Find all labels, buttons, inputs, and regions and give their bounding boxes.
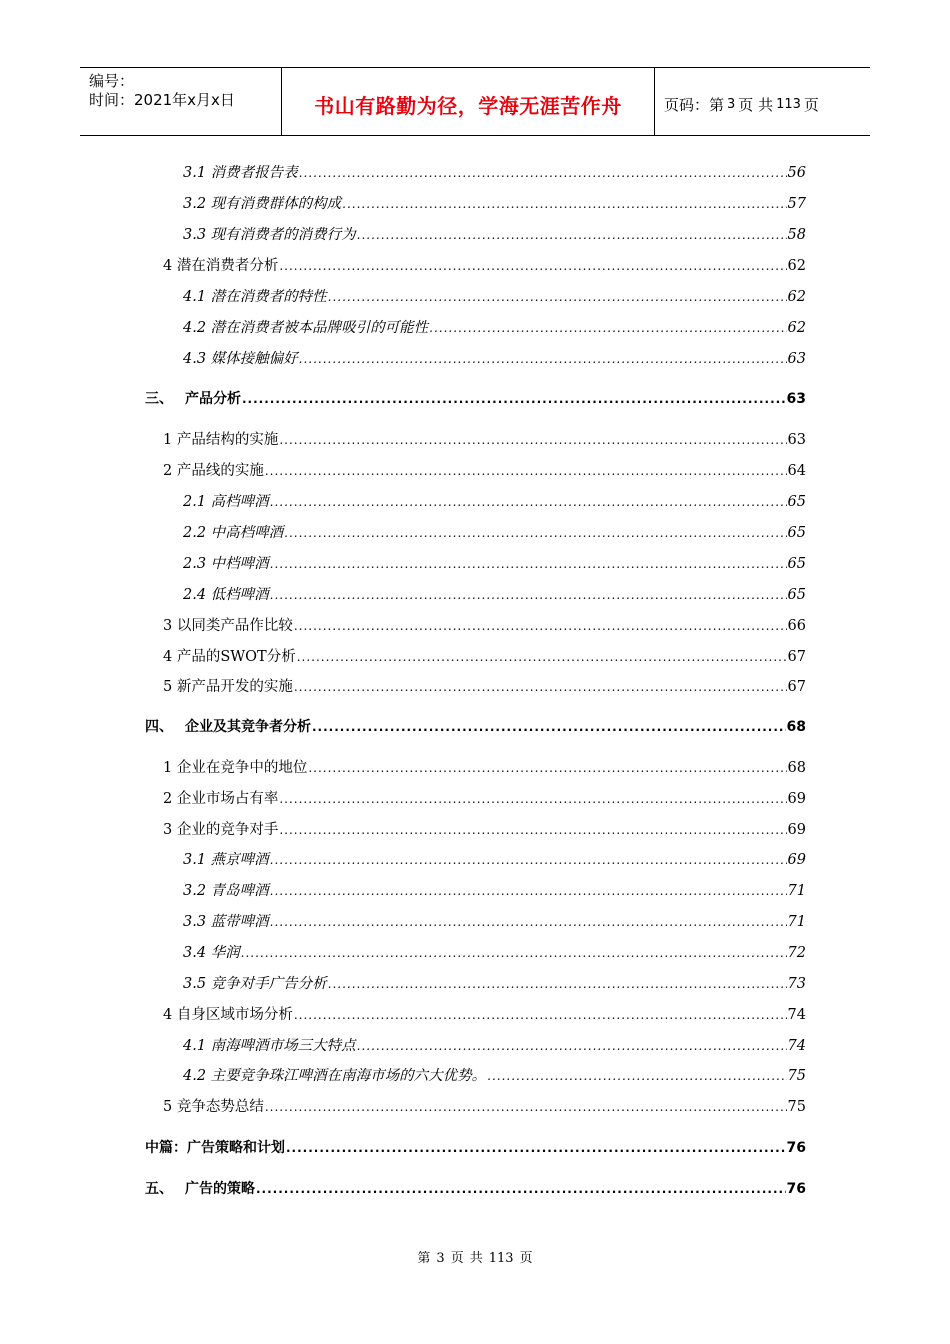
- footer-mid2: 共: [469, 1251, 483, 1266]
- toc-entry-title: [183, 943, 240, 963]
- toc-entry[interactable]: [145, 717, 806, 737]
- toc-entry-page: 65: [787, 587, 806, 603]
- toc-entry-page: 62: [787, 258, 806, 274]
- toc-entry-page: 68: [787, 760, 806, 776]
- toc-entry-title: [163, 430, 278, 450]
- toc-leader-dots: [270, 585, 787, 605]
- toc-leader-dots: [294, 677, 787, 697]
- document-time-label: 时间：2021年x月x日: [89, 91, 235, 109]
- toc-entry-title: [183, 163, 298, 183]
- toc-entry-title: [163, 677, 293, 697]
- toc-entry[interactable]: [183, 881, 806, 901]
- toc-entry-text: 2.1 高档啤酒: [183, 494, 269, 510]
- toc-entry-page: 65: [787, 494, 806, 510]
- toc-entry[interactable]: [183, 850, 806, 870]
- toc-entry[interactable]: [183, 163, 806, 183]
- toc-leader-dots: [487, 1066, 786, 1086]
- toc-entry-text: 3 以同类产品作比较: [163, 618, 293, 634]
- toc-entry-page: 63: [786, 391, 806, 407]
- toc-leader-dots: [294, 1005, 787, 1025]
- toc-leader-dots: [256, 1179, 786, 1199]
- toc-leader-dots: [242, 389, 786, 409]
- toc-entry-title: [145, 389, 241, 409]
- footer-mid1: 页: [450, 1251, 464, 1266]
- toc-entry-text: 4.2 主要竞争珠江啤酒在南海市场的六大优势。: [183, 1068, 487, 1084]
- toc-entry-title: [163, 789, 278, 809]
- toc-leader-dots: [299, 349, 787, 369]
- toc-entry-title: [183, 349, 298, 369]
- toc-leader-dots: [297, 647, 787, 667]
- toc-entry-text: 产品分析: [185, 391, 241, 407]
- toc-entry-text: 4 潜在消费者分析: [163, 258, 279, 274]
- toc-entry-title: [183, 318, 428, 338]
- toc-leader-dots: [265, 1097, 787, 1117]
- toc-entry-text: 1 产品结构的实施: [163, 432, 279, 448]
- toc-entry-title: [183, 523, 283, 543]
- toc-entry-text: 2 企业市场占有率: [163, 791, 279, 807]
- toc-entry-text: 3 企业的竞争对手: [163, 822, 279, 838]
- toc-entry-page: 71: [787, 883, 806, 899]
- toc-entry-text: 企业及其竞争者分析: [185, 719, 311, 735]
- toc-entry-page: 69: [787, 791, 806, 807]
- toc-entry-title: [183, 554, 269, 574]
- toc-entry[interactable]: [145, 1138, 806, 1158]
- toc-entry-page: 74: [787, 1007, 806, 1023]
- toc-entry[interactable]: [183, 912, 806, 932]
- toc-entry[interactable]: [163, 256, 806, 276]
- toc-entry-title: [183, 881, 269, 901]
- toc-leader-dots: [270, 881, 787, 901]
- toc-entry-text: 3.2 现有消费群体的构成: [183, 196, 342, 212]
- toc-leader-dots: [270, 492, 787, 512]
- toc-entry[interactable]: [183, 194, 806, 214]
- toc-entry-text: 3.5 竞争对手广告分析: [183, 976, 327, 992]
- toc-entry-text: 2 产品线的实施: [163, 463, 264, 479]
- toc-entry-page: 76: [786, 1181, 806, 1197]
- toc-entry-title: [183, 850, 269, 870]
- toc-entry-title: [145, 1179, 255, 1199]
- toc-entry-page: 63: [787, 351, 806, 367]
- toc-entry-page: 66: [787, 618, 806, 634]
- header-page-suffix: 页: [803, 96, 819, 114]
- toc-entry-title: [145, 717, 311, 737]
- toc-entry[interactable]: [183, 225, 806, 245]
- toc-entry[interactable]: [145, 389, 806, 409]
- toc-entry-page: 56: [787, 165, 806, 181]
- toc-leader-dots: [312, 717, 786, 737]
- toc-leader-dots: [328, 287, 787, 307]
- toc-entry-text: 4.3 媒体接触偏好: [183, 351, 298, 367]
- toc-entry-page: 62: [787, 320, 806, 336]
- toc-entry-page: 57: [787, 196, 806, 212]
- toc-leader-dots: [342, 194, 786, 214]
- toc-entry-page: 67: [787, 679, 806, 695]
- page-footer: [0, 1247, 950, 1266]
- toc-entry[interactable]: [183, 554, 806, 574]
- toc-entry[interactable]: [183, 1036, 806, 1056]
- toc-entry-title: [183, 1036, 356, 1056]
- toc-entry[interactable]: [183, 287, 806, 307]
- toc-entry-title: [183, 194, 341, 214]
- toc-leader-dots: [270, 850, 787, 870]
- toc-leader-dots: [279, 789, 786, 809]
- toc-entry-text: 3.1 燕京啤酒: [183, 852, 269, 868]
- toc-entry[interactable]: [163, 647, 806, 667]
- header-page-mid: 页 共: [738, 96, 774, 114]
- toc-entry-page: 62: [787, 289, 806, 305]
- toc-entry-title: [183, 492, 269, 512]
- toc-entry-text: 5 竞争态势总结: [163, 1099, 264, 1115]
- toc-entry-text: 2.4 低档啤酒: [183, 587, 269, 603]
- toc-entry-title: [163, 461, 264, 481]
- toc-entry-page: 71: [787, 914, 806, 930]
- toc-entry-text: 2.3 中档啤酒: [183, 556, 269, 572]
- toc-entry[interactable]: [183, 523, 806, 543]
- toc-entry-text: 4.1 潜在消费者的特性: [183, 289, 327, 305]
- toc-entry-title: [163, 1005, 293, 1025]
- toc-entry-text: 4 产品的SWOT分析: [163, 649, 296, 665]
- toc-entry-text: 广告的策略: [185, 1181, 255, 1197]
- toc-entry[interactable]: [163, 1097, 806, 1117]
- toc-entry[interactable]: [183, 349, 806, 369]
- toc-leader-dots: [357, 1036, 787, 1056]
- toc-entry-title: [183, 585, 269, 605]
- toc-entry-page: 75: [787, 1068, 806, 1084]
- toc-entry-page: 67: [787, 649, 806, 665]
- toc-entry-title: [163, 256, 278, 276]
- toc-entry-text: 5 新产品开发的实施: [163, 679, 293, 695]
- header-page-prefix: 页码：第: [664, 96, 725, 114]
- header-page-total: 113: [776, 97, 801, 112]
- toc-entry-page: 76: [786, 1140, 806, 1156]
- toc-leader-dots: [429, 318, 786, 338]
- toc-entry[interactable]: [163, 1005, 806, 1025]
- toc-entry-page: 69: [787, 852, 806, 868]
- toc-entry-text: 中篇：广告策略和计划: [145, 1140, 285, 1156]
- header-page-current: 3: [727, 97, 736, 112]
- footer-suffix: 页: [519, 1251, 533, 1266]
- toc-entry[interactable]: [183, 1066, 806, 1086]
- toc-entry-page: 69: [787, 822, 806, 838]
- toc-entry-title: [183, 225, 356, 245]
- toc-entry-text: 4.1 南海啤酒市场三大特点: [183, 1038, 356, 1054]
- toc-leader-dots: [308, 758, 786, 778]
- toc-entry[interactable]: [163, 430, 806, 450]
- footer-prefix: 第: [417, 1251, 431, 1266]
- toc-entry[interactable]: [163, 616, 806, 636]
- toc-entry[interactable]: [183, 943, 806, 963]
- document-number-label: 编号：: [89, 72, 135, 90]
- toc-entry-title: [145, 1138, 285, 1158]
- toc-entry[interactable]: [183, 318, 806, 338]
- toc-entry-title: [163, 758, 307, 778]
- toc-entry-title: [183, 287, 327, 307]
- toc-entry-page: 58: [787, 227, 806, 243]
- toc-leader-dots: [279, 430, 786, 450]
- toc-entry-title: [183, 912, 269, 932]
- toc-leader-dots: [284, 523, 786, 543]
- toc-entry-title: [163, 1097, 264, 1117]
- toc-entry-page: 74: [787, 1038, 806, 1054]
- toc-entry-text: 2.2 中高档啤酒: [183, 525, 284, 541]
- toc-entry-text: 3.2 青岛啤酒: [183, 883, 269, 899]
- toc-entry-text: 3.3 蓝带啤酒: [183, 914, 269, 930]
- header-motto: 书山有路勤为径，学海无涯苦作舟: [282, 68, 655, 135]
- toc-leader-dots: [270, 554, 787, 574]
- toc-entry-title: [163, 820, 278, 840]
- toc-entry[interactable]: [163, 677, 806, 697]
- toc-leader-dots: [286, 1138, 786, 1158]
- toc-entry-page: 65: [787, 556, 806, 572]
- toc-entry-number: 四、: [145, 719, 173, 735]
- toc-leader-dots: [279, 256, 786, 276]
- toc-entry-page: 72: [787, 945, 806, 961]
- toc-entry[interactable]: [163, 758, 806, 778]
- toc-entry-number: 三、: [145, 391, 173, 407]
- footer-total: 113: [488, 1251, 514, 1266]
- toc-entry-text: 3.4 华润: [183, 945, 240, 961]
- toc-entry-text: 1 企业在竞争中的地位: [163, 760, 308, 776]
- toc-entry[interactable]: [163, 461, 806, 481]
- toc-entry-page: 64: [787, 463, 806, 479]
- toc-entry-page: 65: [787, 525, 806, 541]
- toc-entry-title: [183, 1066, 486, 1086]
- toc-entry-title: [183, 974, 327, 994]
- toc-entry-page: 68: [786, 719, 806, 735]
- toc-entry-title: [163, 647, 296, 667]
- toc-entry[interactable]: [163, 789, 806, 809]
- toc-entry[interactable]: [183, 492, 806, 512]
- toc-leader-dots: [270, 912, 787, 932]
- toc-entry-page: 63: [787, 432, 806, 448]
- toc-leader-dots: [265, 461, 787, 481]
- toc-leader-dots: [241, 943, 787, 963]
- toc-entry[interactable]: [183, 585, 806, 605]
- toc-leader-dots: [357, 225, 787, 245]
- toc-leader-dots: [299, 163, 787, 183]
- toc-entry-text: 4.2 潜在消费者被本品牌吸引的可能性: [183, 320, 429, 336]
- toc-entry-text: 3.1 消费者报告表: [183, 165, 298, 181]
- toc-leader-dots: [328, 974, 787, 994]
- toc-leader-dots: [294, 616, 787, 636]
- toc-entry-page: 73: [787, 976, 806, 992]
- toc-entry-page: 75: [787, 1099, 806, 1115]
- toc-entry-text: 3.3 现有消费者的消费行为: [183, 227, 356, 243]
- toc-entry[interactable]: [183, 974, 806, 994]
- toc-leader-dots: [279, 820, 786, 840]
- toc-entry-text: 4 自身区域市场分析: [163, 1007, 293, 1023]
- toc-entry[interactable]: [145, 1179, 806, 1199]
- toc-entry-title: [163, 616, 293, 636]
- toc-entry[interactable]: [163, 820, 806, 840]
- toc-entry-number: 五、: [145, 1181, 173, 1197]
- footer-current: 3: [436, 1251, 445, 1266]
